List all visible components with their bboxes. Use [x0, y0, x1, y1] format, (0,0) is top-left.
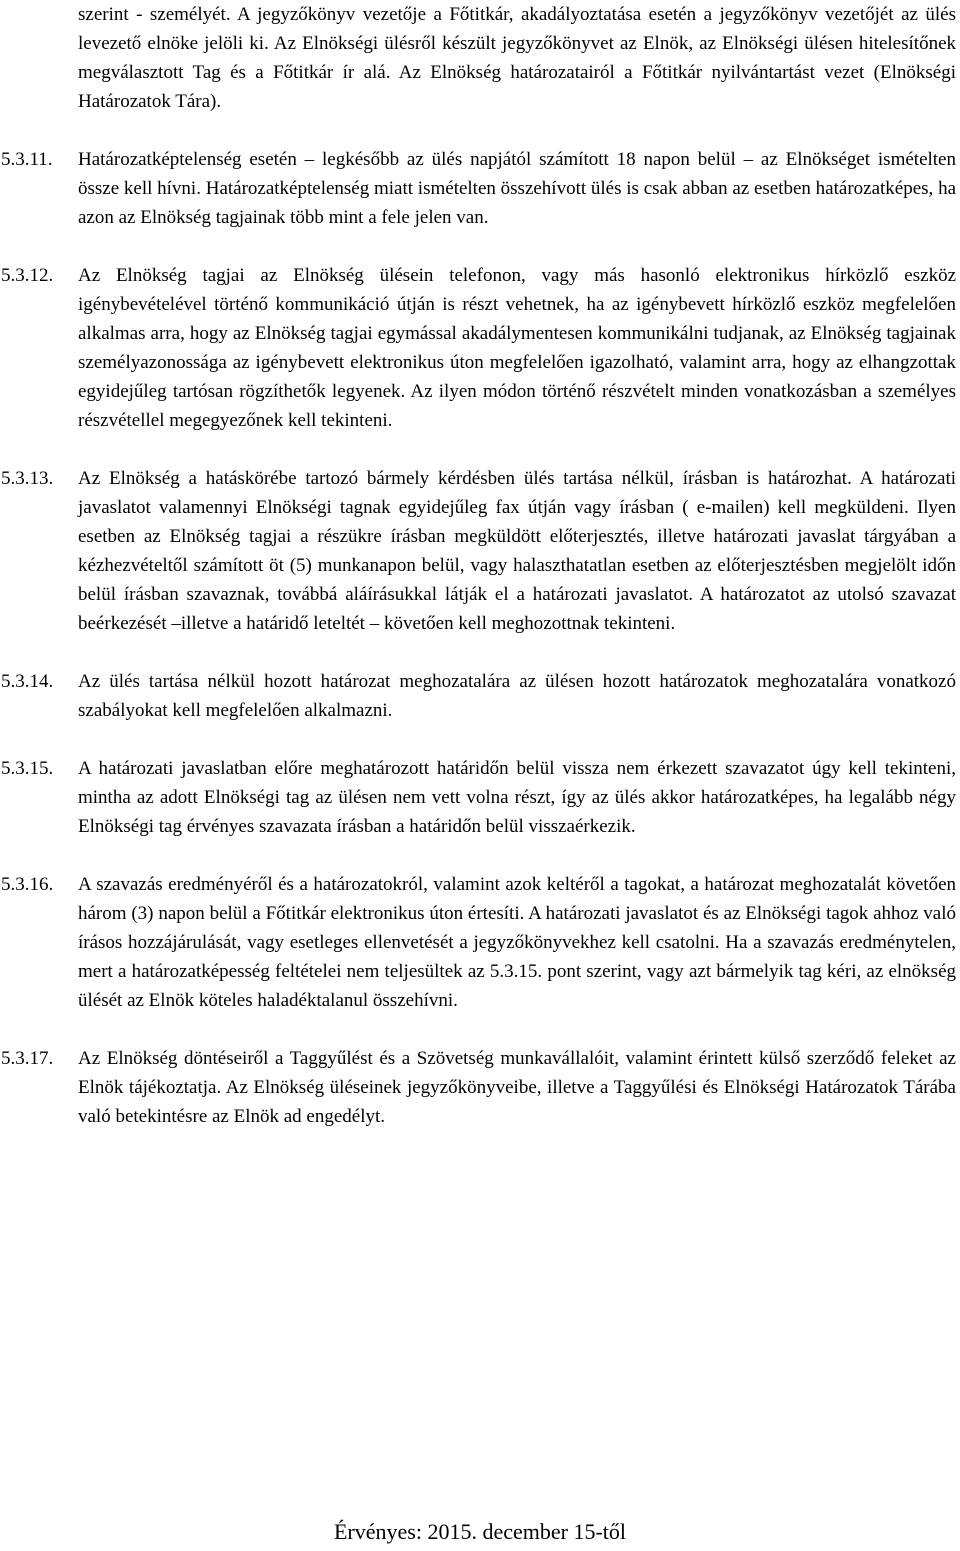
- section-text: A szavazás eredményéről és a határozatokról, valamint azok keltéről a tagokat, a határozat meghozatalát követően három (3) napon belül a Főtitkár elektronikus úton értesíti. A határozati javaslatot és az Elnökségi tagok ahhoz való írásos hozzájárulását, vagy esetleges ellenvetését a jegyzőkönyvekhez kell csatolni. Ha a szavazás eredménytelen, mert a határozatképesség feltételei nem teljesültek az 5.3.15. pont szerint, vagy azt bármelyik tag kéri, az elnökség ülését az Elnök köteles haladéktalanul összehívni.: [78, 874, 956, 1011]
- page-footer-validity: Érvényes: 2015. december 15-től: [333, 1519, 626, 1544]
- section-number: 5.3.14.: [1, 671, 54, 692]
- section-text: Az ülés tartása nélkül hozott határozat meghozatalára az ülésen hozott határozatok meghozatalára vonatkozó szabályokat kell megfelelően alkalmazni.: [78, 671, 956, 721]
- section-5-3-11: [1, 145, 956, 232]
- section-5-3-17: [1, 1044, 956, 1131]
- section-number: 5.3.16.: [1, 874, 54, 895]
- section-text: Határozatképtelenség esetén – legkésőbb az ülés napjától számított 18 napon belül – az Elnökséget ismételten össze kell hívni. Határozatképtelenség miatt ismételten összehívott ülés is csak abban az esetben határozatképes, ha azon az Elnökség tagjainak több mint a fele jelen van.: [78, 149, 956, 228]
- section-number: 5.3.11.: [1, 149, 53, 170]
- section-text: Az Elnökség tagjai az Elnökség ülésein telefonon, vagy más hasonló elektronikus hírközlő eszköz igénybevételével történő kommunikáció útján is részt vehetnek, ha az igénybevett hírközlő eszköz megfelelően alkalmas arra, hogy az Elnökség tagjai egymással akadálymentesen kommunikálni tudjanak, az Elnökség tagjainak személyazonossága az igénybevett elektronikus úton megfelelően igazolható, valamint arra, hogy az elhangzottak egyidejűleg tartósan rögzíthetők legyenek. Az ilyen módon történő részvételt minden vonatkozásban a személyes részvétellel megegyezőnek kell tekinteni.: [78, 265, 956, 431]
- section-number: 5.3.13.: [1, 468, 54, 489]
- section-5-3-14: [1, 667, 956, 725]
- section-5-3-12: [1, 261, 956, 435]
- section-number: 5.3.12.: [1, 265, 54, 286]
- section-text: Az Elnökség a hatáskörébe tartozó bármely kérdésben ülés tartása nélkül, írásban is határozhat. A határozati javaslatot valamennyi Elnökségi tagnak egyidejűleg fax útján vagy írásban ( e-mailen) kell megküldeni. Ilyen esetben az Elnökség tagjai a részükre írásban megküldött előterjesztés, illetve határozati javaslat tárgyában a kézhezvételtől számított öt (5) munkanapon belül, vagy halaszthatatlan esetben az előterjesztésben megjelölt időn belül írásban szavaznak, továbbá aláírásukkal látják el a határozati javaslatot. A határozatot az utolsó szavazat beérkezését –illetve a határidő leteltét – követően kell meghozottnak tekinteni.: [78, 468, 956, 634]
- section-text: Az Elnökség döntéseiről a Taggyűlést és a Szövetség munkavállalóit, valamint érintett külső szerződő feleket az Elnök tájékoztatja. Az Elnökség üléseinek jegyzőkönyveibe, illetve a Taggyűlési és Elnökségi Határozatok Tárába való betekintésre az Elnök ad engedélyt.: [78, 1048, 956, 1127]
- section-5-3-16: [1, 870, 956, 1015]
- section-5-3-15: [1, 754, 956, 841]
- section-number: 5.3.15.: [1, 758, 54, 779]
- section-text: A határozati javaslatban előre meghatározott határidőn belül vissza nem érkezett szavazatot úgy kell tekinteni, mintha az adott Elnökségi tag az ülésen nem vett volna részt, így az ülés akkor határozatképes, ha legalább négy Elnökségi tag érvényes szavazata írásban a határidőn belül visszaérkezik.: [78, 758, 956, 837]
- section-number: 5.3.17.: [1, 1048, 54, 1069]
- intro-paragraph: szerint - személyét. A jegyzőkönyv vezetője a Főtitkár, akadályoztatása esetén a jegyzőkönyv vezetőjét az ülés levezető elnöke jelöli ki. Az Elnökségi ülésről készült jegyzőkönyvet az Elnök, az Elnökségi ülésen hitelesítőnek megválasztott Tag és a Főtitkár ír alá. Az Elnökség határozatairól a Főtitkár nyilvántartást vezet (Elnökségi Határozatok Tára).: [78, 4, 956, 112]
- section-5-3-13: [1, 464, 956, 638]
- document-content: [1, 0, 956, 1131]
